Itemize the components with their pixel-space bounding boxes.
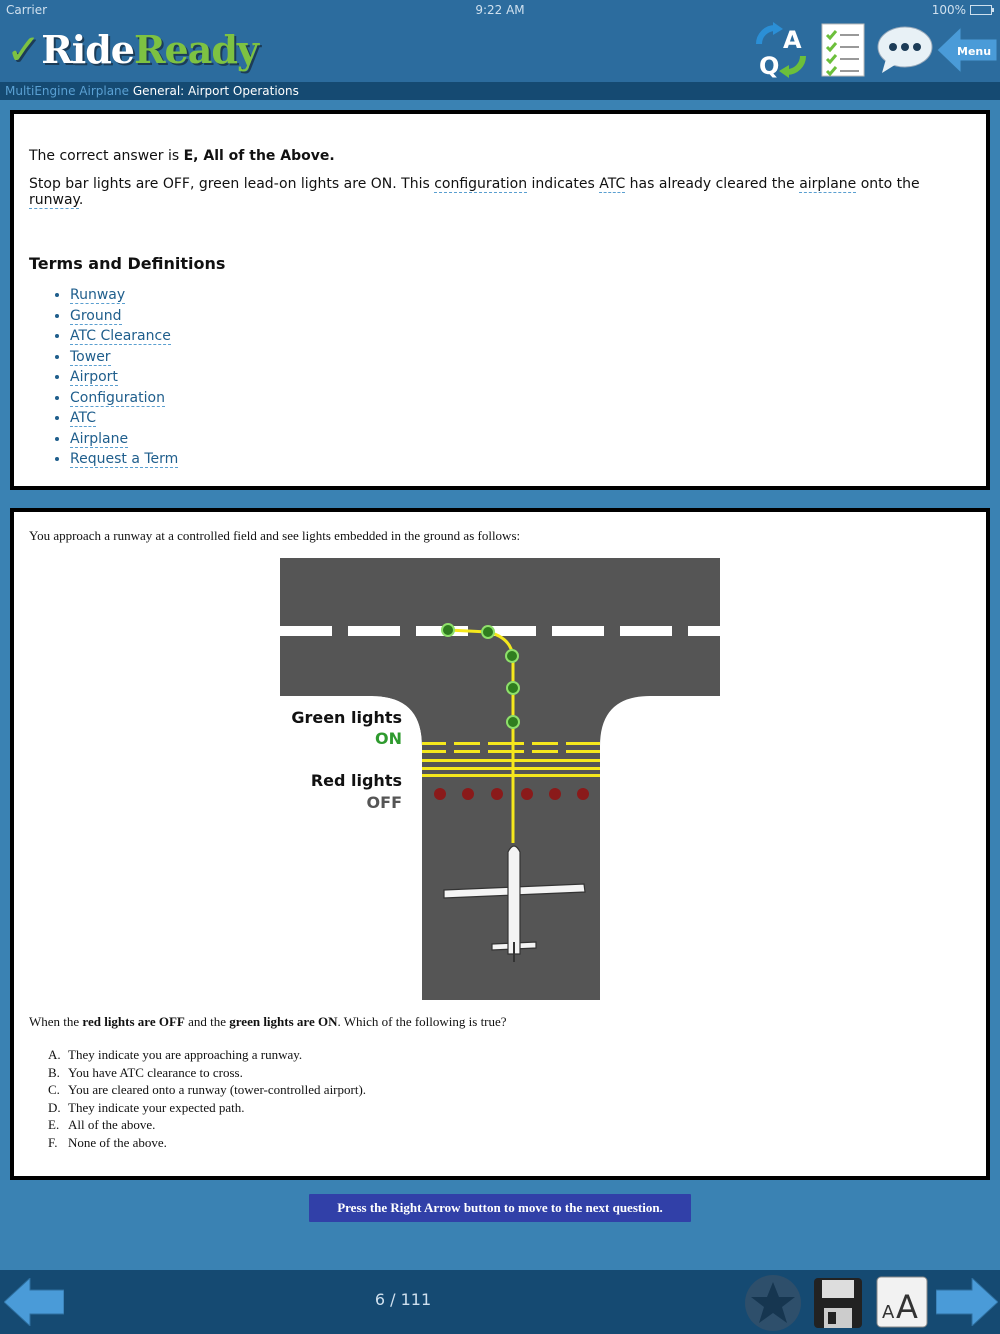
checklist-icon [820, 22, 866, 78]
option-a[interactable]: A. They indicate you are approaching a runway. [48, 1047, 303, 1062]
svg-text:Q: Q [759, 52, 780, 78]
breadcrumb-category[interactable]: MultiEngine Airplane [5, 84, 130, 98]
answer-explanation: Stop bar lights are OFF, green lead-on lights are ON. This configuration indicates ATC has already cleared the airplane onto the runway. [29, 176, 920, 208]
logo-ready: Ready [133, 27, 258, 72]
breadcrumb-topic: General: Airport Operations [132, 84, 299, 98]
correct-answer: The correct answer is E, All of the Above. [29, 148, 335, 164]
bookmark-button[interactable] [744, 1274, 802, 1332]
check-icon: ✓ [6, 25, 42, 74]
chat-button[interactable] [874, 21, 936, 79]
option-c[interactable]: C. You are cleared onto a runway (tower-controlled airport). [48, 1082, 367, 1097]
list-item [70, 449, 971, 470]
term-airport[interactable]: Airport [70, 369, 118, 385]
list-item [70, 429, 971, 450]
list-item [70, 285, 971, 306]
question-intro: You approach a runway at a controlled field and see lights embedded in the ground as follows: [29, 528, 521, 543]
terms-title: Terms and Definitions [29, 254, 226, 273]
list-item [70, 306, 971, 327]
logo-ride: Ride [41, 27, 134, 72]
term-runway[interactable]: Runway [70, 287, 126, 303]
answer-panel [10, 110, 990, 490]
qa-icon [753, 22, 809, 78]
term-link-airplane[interactable]: airplane [799, 176, 857, 192]
option-e[interactable]: E. All of the above. [48, 1117, 156, 1132]
footer-toolbar [0, 1270, 1000, 1334]
svg-text:A: A [882, 1302, 895, 1323]
green-lights-state: ON [375, 729, 402, 748]
option-f[interactable]: F. None of the above. [48, 1134, 167, 1150]
green-lights-label: Green lights [291, 708, 402, 727]
term-link-configuration[interactable]: configuration [434, 176, 528, 192]
checklist-button[interactable] [812, 21, 874, 79]
option-b[interactable]: B. You have ATC clearance to cross. [48, 1064, 243, 1080]
previous-button[interactable] [4, 1278, 64, 1326]
list-item [70, 367, 971, 388]
font-size-button[interactable] [876, 1276, 928, 1328]
battery-icon [970, 5, 992, 15]
svg-text:A: A [896, 1288, 918, 1326]
status-bar [0, 0, 1000, 20]
star-icon [744, 1274, 802, 1332]
option-d[interactable]: D. They indicate your expected path. [48, 1099, 245, 1115]
runway-diagram [280, 558, 720, 1000]
next-question-message: Press the Right Arrow button to move to the next question. [309, 1194, 691, 1222]
chat-icon [876, 25, 934, 75]
list-item [70, 326, 971, 347]
left-arrow-icon [4, 1278, 64, 1326]
breadcrumb [0, 82, 1000, 100]
header-toolbar [750, 20, 1000, 80]
question-text: When the red lights are OFF and the green lights are ON. Which of the following is true? [29, 1014, 507, 1029]
answer-options [48, 1046, 366, 1151]
svg-text:A: A [783, 26, 802, 54]
font-size-icon [876, 1276, 928, 1328]
term-tower[interactable]: Tower [70, 348, 111, 365]
request-term-link[interactable]: Request a Term [70, 451, 179, 467]
term-configuration[interactable]: Configuration [70, 389, 165, 406]
red-lights-state: OFF [366, 793, 402, 812]
qa-button[interactable] [750, 21, 812, 79]
terms-list [70, 285, 971, 470]
page-counter: 6 / 111 [374, 1290, 432, 1309]
question-panel [10, 508, 990, 1180]
carrier-label: Carrier [6, 3, 48, 17]
battery-indicator [932, 3, 992, 17]
term-airplane[interactable]: Airplane [70, 430, 129, 447]
save-button[interactable] [812, 1276, 864, 1330]
red-lights-label: Red lights [310, 771, 402, 790]
list-item [70, 408, 971, 429]
answer-value: E, All of the Above. [183, 148, 335, 164]
right-arrow-icon [936, 1278, 998, 1326]
next-button[interactable] [936, 1278, 998, 1326]
term-link-atc[interactable]: ATC [599, 176, 626, 192]
save-icon [812, 1276, 864, 1330]
menu-label: Menu [957, 45, 992, 58]
list-item [70, 388, 971, 409]
back-arrow-icon [937, 27, 997, 73]
term-atc-clearance[interactable]: ATC Clearance [70, 328, 171, 344]
battery-percent: 100% [931, 3, 966, 17]
app-header [0, 0, 1000, 82]
list-item [70, 347, 971, 368]
clock: 9:22 AM [475, 3, 525, 17]
menu-button[interactable] [936, 21, 998, 79]
term-atc[interactable]: ATC [70, 410, 96, 426]
term-ground[interactable]: Ground [70, 307, 122, 324]
term-link-runway[interactable]: runway [29, 192, 79, 208]
rideready-logo [6, 26, 258, 74]
